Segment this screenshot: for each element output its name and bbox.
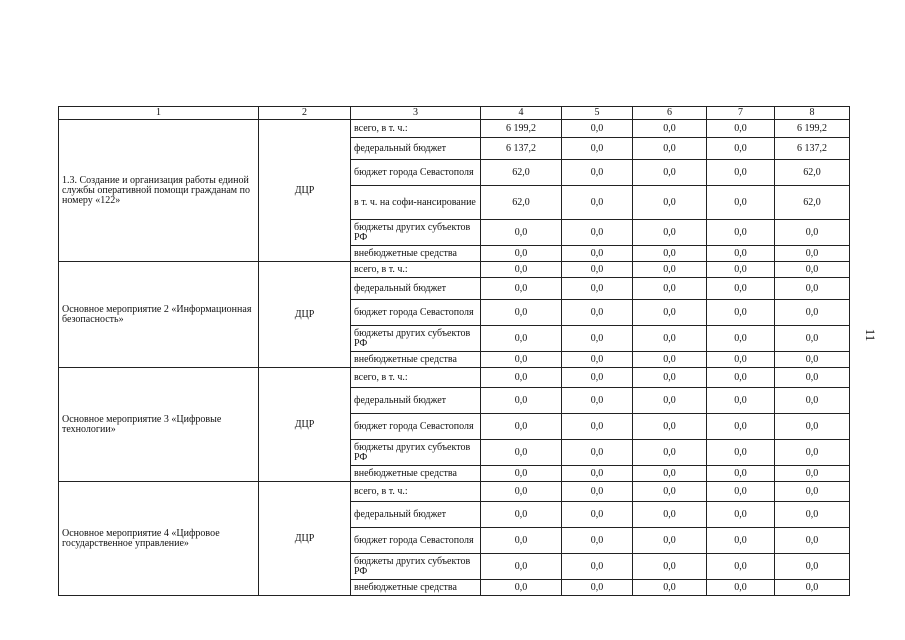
column-header: 5 [562, 107, 633, 120]
funding-source: бюджеты других субъектов РФ [351, 220, 481, 246]
amount-cell: 62,0 [775, 160, 850, 186]
amount-cell: 0,0 [707, 368, 775, 388]
amount-cell: 0,0 [775, 278, 850, 300]
amount-cell: 0,0 [481, 414, 562, 440]
amount-cell: 0,0 [775, 482, 850, 502]
amount-cell: 0,0 [481, 278, 562, 300]
amount-cell: 0,0 [775, 528, 850, 554]
funding-source: всего, в т. ч.: [351, 120, 481, 138]
amount-cell: 0,0 [707, 388, 775, 414]
amount-cell: 0,0 [633, 580, 707, 596]
amount-cell: 0,0 [633, 278, 707, 300]
amount-cell: 0,0 [707, 440, 775, 466]
amount-cell: 0,0 [707, 120, 775, 138]
amount-cell: 0,0 [562, 262, 633, 278]
funding-source: в т. ч. на софи-нансирование [351, 186, 481, 220]
measure-name: 1.3. Создание и организация работы единой службы оперативной помощи гражданам по номеру «122» [59, 120, 259, 262]
funding-source: внебюджетные средства [351, 466, 481, 482]
amount-cell: 0,0 [633, 220, 707, 246]
amount-cell: 0,0 [562, 300, 633, 326]
amount-cell: 0,0 [707, 278, 775, 300]
amount-cell: 0,0 [707, 262, 775, 278]
funding-source: бюджеты других субъектов РФ [351, 440, 481, 466]
amount-cell: 0,0 [633, 186, 707, 220]
amount-cell: 0,0 [562, 466, 633, 482]
amount-cell: 6 199,2 [775, 120, 850, 138]
funding-source: внебюджетные средства [351, 352, 481, 368]
amount-cell: 0,0 [562, 414, 633, 440]
amount-cell: 0,0 [633, 368, 707, 388]
amount-cell: 6 199,2 [481, 120, 562, 138]
measure-name: Основное мероприятие 2 «Информационная безопасность» [59, 262, 259, 368]
amount-cell: 0,0 [707, 414, 775, 440]
amount-cell: 0,0 [707, 528, 775, 554]
amount-cell: 0,0 [481, 388, 562, 414]
amount-cell: 0,0 [562, 482, 633, 502]
measure-executor: ДЦР [259, 368, 351, 482]
funding-source: федеральный бюджет [351, 502, 481, 528]
table-header [59, 107, 850, 120]
funding-source: бюджет города Севастополя [351, 300, 481, 326]
page-number: 11 [863, 328, 878, 342]
amount-cell: 0,0 [562, 528, 633, 554]
measure-executor: ДЦР [259, 482, 351, 596]
amount-cell: 0,0 [775, 580, 850, 596]
amount-cell: 0,0 [633, 502, 707, 528]
funding-source: федеральный бюджет [351, 278, 481, 300]
amount-cell: 0,0 [775, 352, 850, 368]
amount-cell: 0,0 [562, 246, 633, 262]
amount-cell: 0,0 [775, 388, 850, 414]
amount-cell: 0,0 [633, 246, 707, 262]
amount-cell: 0,0 [562, 554, 633, 580]
amount-cell: 0,0 [562, 120, 633, 138]
amount-cell: 0,0 [633, 388, 707, 414]
amount-cell: 0,0 [707, 352, 775, 368]
amount-cell: 0,0 [707, 138, 775, 160]
amount-cell: 0,0 [775, 220, 850, 246]
budget-table [58, 106, 850, 596]
table-row [59, 120, 850, 138]
measure-name: Основное мероприятие 4 «Цифровое государственное управление» [59, 482, 259, 596]
amount-cell: 0,0 [707, 466, 775, 482]
amount-cell: 0,0 [562, 186, 633, 220]
amount-cell: 0,0 [562, 138, 633, 160]
amount-cell: 0,0 [481, 352, 562, 368]
amount-cell: 0,0 [562, 368, 633, 388]
amount-cell: 0,0 [481, 262, 562, 278]
funding-source: внебюджетные средства [351, 580, 481, 596]
amount-cell: 0,0 [633, 482, 707, 502]
column-header: 3 [351, 107, 481, 120]
measure-executor: ДЦР [259, 120, 351, 262]
amount-cell: 0,0 [775, 326, 850, 352]
column-header: 6 [633, 107, 707, 120]
funding-source: всего, в т. ч.: [351, 262, 481, 278]
amount-cell: 0,0 [775, 300, 850, 326]
header-row [59, 107, 850, 120]
amount-cell: 0,0 [562, 388, 633, 414]
table-body [59, 120, 850, 596]
amount-cell: 0,0 [775, 368, 850, 388]
amount-cell: 0,0 [775, 466, 850, 482]
funding-source: бюджеты других субъектов РФ [351, 326, 481, 352]
amount-cell: 0,0 [707, 502, 775, 528]
amount-cell: 0,0 [707, 300, 775, 326]
amount-cell: 0,0 [633, 414, 707, 440]
amount-cell: 0,0 [775, 440, 850, 466]
amount-cell: 0,0 [481, 368, 562, 388]
amount-cell: 0,0 [633, 160, 707, 186]
amount-cell: 62,0 [775, 186, 850, 220]
amount-cell: 0,0 [562, 160, 633, 186]
amount-cell: 0,0 [775, 554, 850, 580]
column-header: 7 [707, 107, 775, 120]
amount-cell: 0,0 [481, 528, 562, 554]
amount-cell: 0,0 [562, 440, 633, 466]
amount-cell: 0,0 [481, 482, 562, 502]
table-row [59, 482, 850, 502]
funding-source: бюджеты других субъектов РФ [351, 554, 481, 580]
amount-cell: 0,0 [707, 580, 775, 596]
amount-cell: 6 137,2 [481, 138, 562, 160]
amount-cell: 0,0 [633, 440, 707, 466]
amount-cell: 0,0 [707, 482, 775, 502]
amount-cell: 0,0 [481, 554, 562, 580]
amount-cell: 0,0 [481, 466, 562, 482]
funding-source: всего, в т. ч.: [351, 482, 481, 502]
amount-cell: 0,0 [775, 262, 850, 278]
amount-cell: 0,0 [633, 554, 707, 580]
amount-cell: 0,0 [633, 352, 707, 368]
amount-cell: 0,0 [775, 414, 850, 440]
column-header: 4 [481, 107, 562, 120]
amount-cell: 0,0 [707, 326, 775, 352]
amount-cell: 0,0 [633, 528, 707, 554]
amount-cell: 0,0 [707, 220, 775, 246]
amount-cell: 0,0 [481, 502, 562, 528]
amount-cell: 0,0 [481, 220, 562, 246]
table-row [59, 262, 850, 278]
column-header: 1 [59, 107, 259, 120]
funding-source: федеральный бюджет [351, 138, 481, 160]
funding-source: внебюджетные средства [351, 246, 481, 262]
amount-cell: 62,0 [481, 160, 562, 186]
amount-cell: 62,0 [481, 186, 562, 220]
amount-cell: 0,0 [562, 220, 633, 246]
amount-cell: 0,0 [633, 300, 707, 326]
amount-cell: 0,0 [562, 352, 633, 368]
amount-cell: 0,0 [707, 160, 775, 186]
amount-cell: 0,0 [562, 580, 633, 596]
amount-cell: 0,0 [481, 300, 562, 326]
amount-cell: 0,0 [562, 278, 633, 300]
funding-source: бюджет города Севастополя [351, 528, 481, 554]
column-header: 8 [775, 107, 850, 120]
amount-cell: 0,0 [633, 326, 707, 352]
amount-cell: 6 137,2 [775, 138, 850, 160]
amount-cell: 0,0 [707, 186, 775, 220]
amount-cell: 0,0 [481, 246, 562, 262]
funding-source: бюджет города Севастополя [351, 160, 481, 186]
measure-executor: ДЦР [259, 262, 351, 368]
measure-name: Основное мероприятие 3 «Цифровые технологии» [59, 368, 259, 482]
amount-cell: 0,0 [633, 138, 707, 160]
funding-source: федеральный бюджет [351, 388, 481, 414]
amount-cell: 0,0 [775, 502, 850, 528]
amount-cell: 0,0 [775, 246, 850, 262]
column-header: 2 [259, 107, 351, 120]
amount-cell: 0,0 [633, 120, 707, 138]
amount-cell: 0,0 [562, 502, 633, 528]
amount-cell: 0,0 [707, 246, 775, 262]
amount-cell: 0,0 [481, 326, 562, 352]
amount-cell: 0,0 [633, 466, 707, 482]
amount-cell: 0,0 [707, 554, 775, 580]
amount-cell: 0,0 [481, 580, 562, 596]
amount-cell: 0,0 [562, 326, 633, 352]
amount-cell: 0,0 [633, 262, 707, 278]
amount-cell: 0,0 [481, 440, 562, 466]
table-row [59, 368, 850, 388]
funding-source: всего, в т. ч.: [351, 368, 481, 388]
funding-source: бюджет города Севастополя [351, 414, 481, 440]
